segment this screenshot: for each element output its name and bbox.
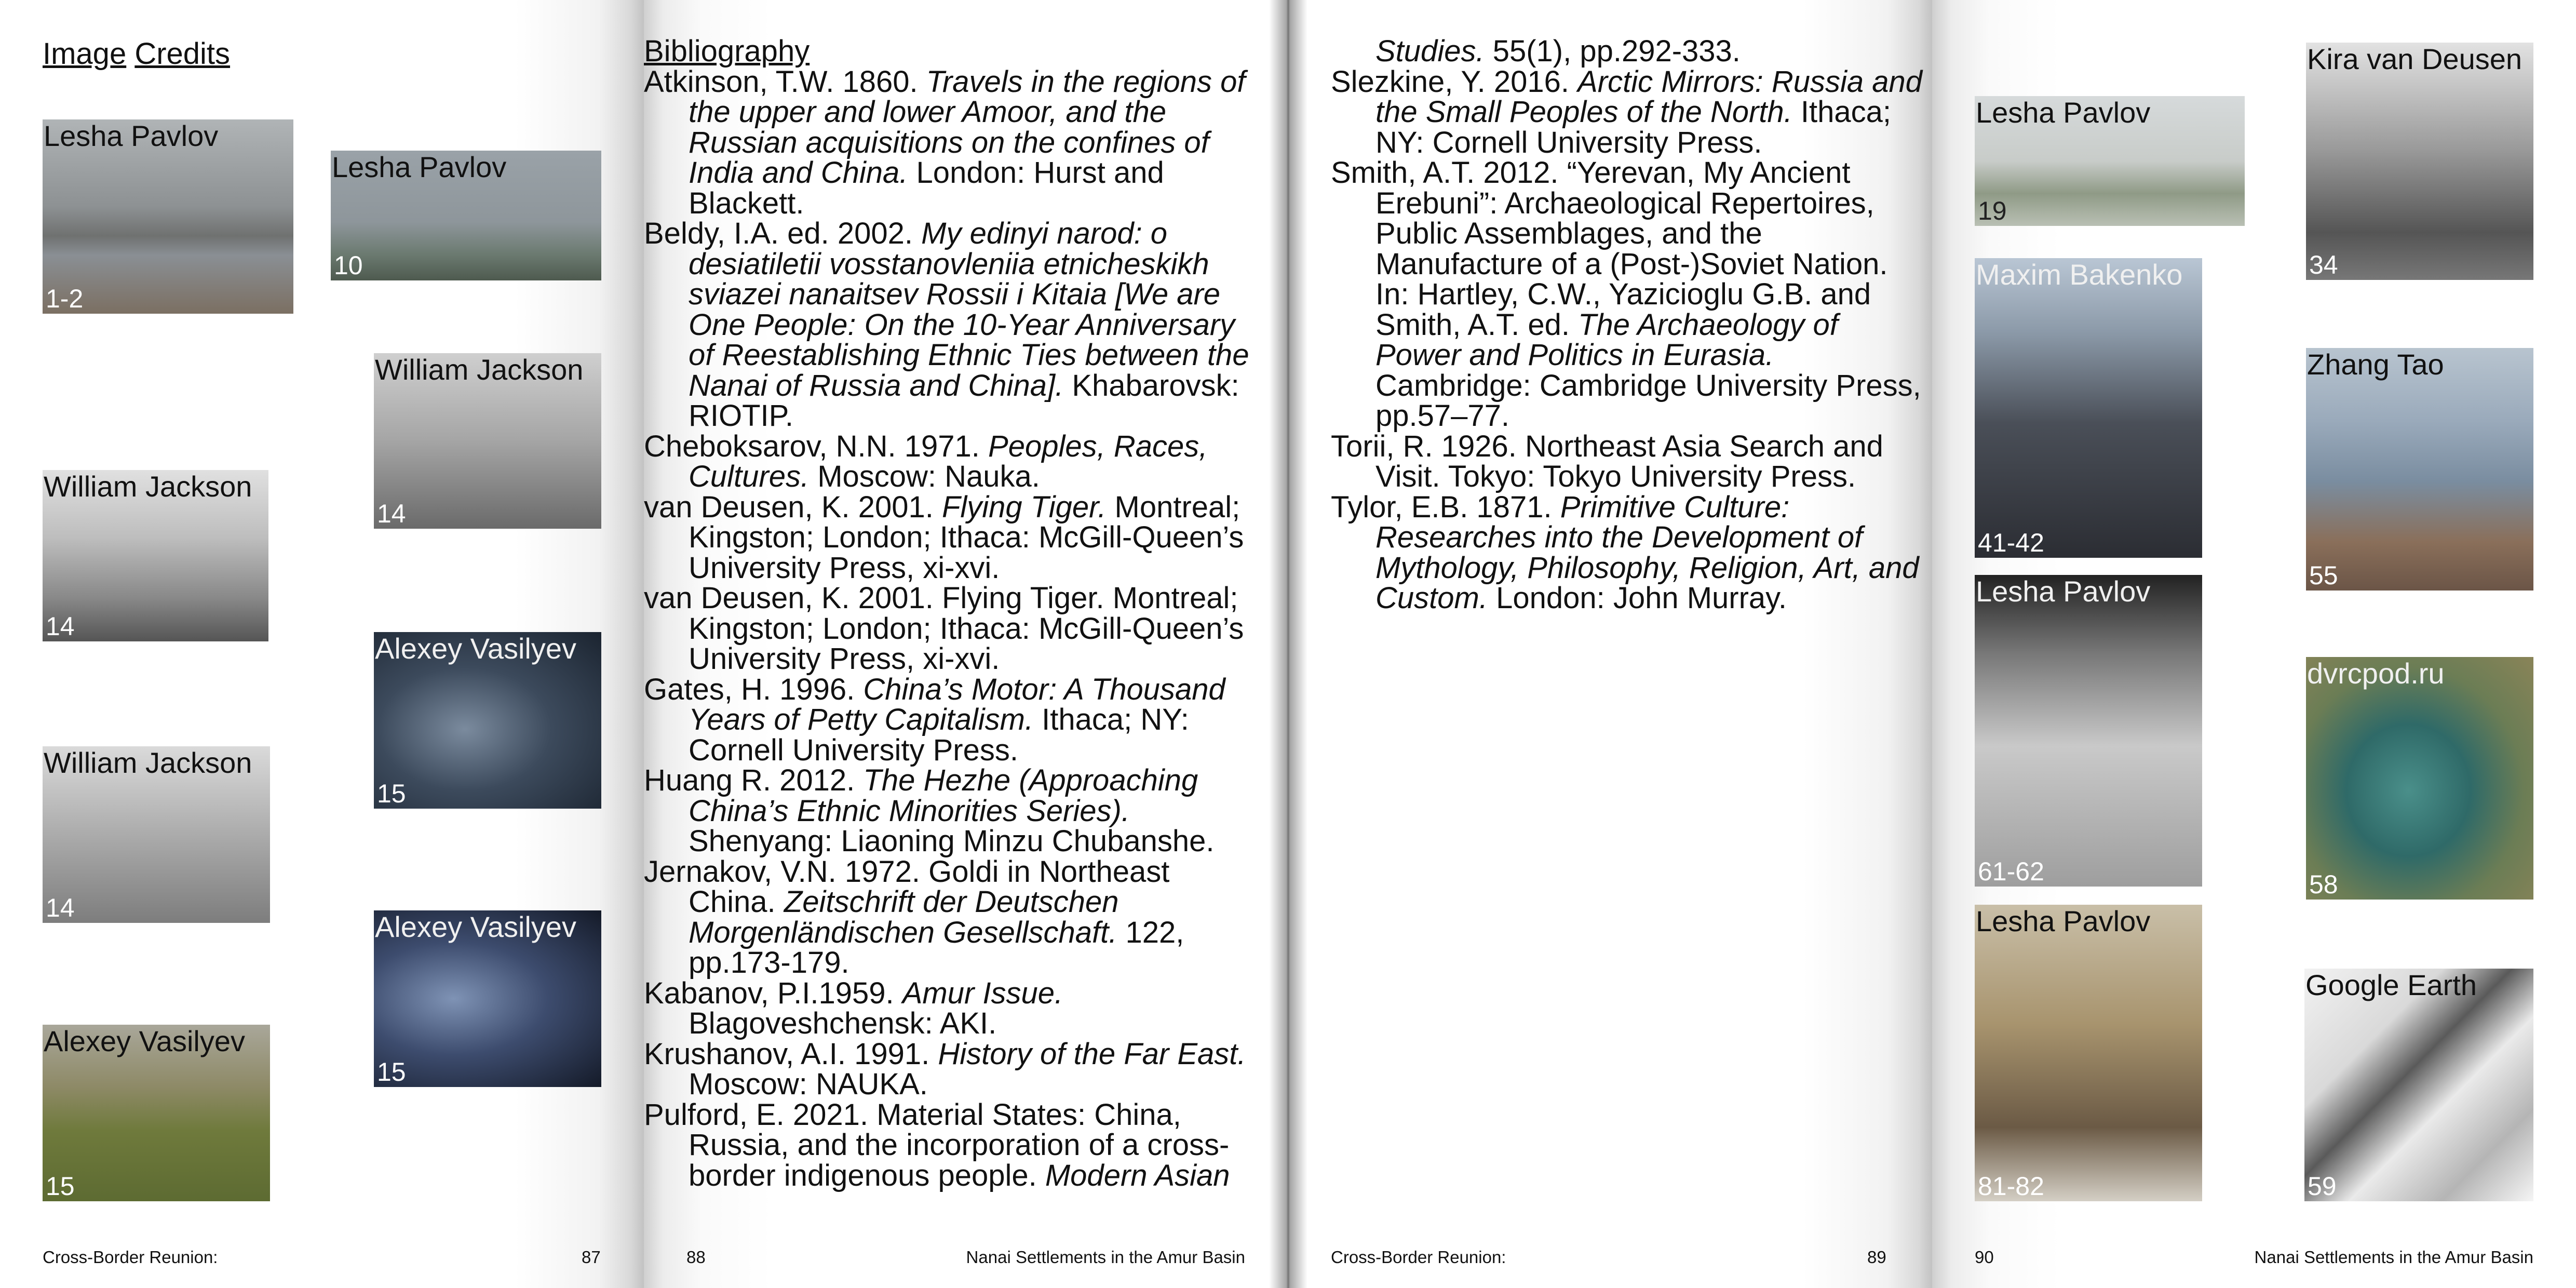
- spine-shadow: [1269, 0, 1307, 1288]
- photo-credit: Lesha Pavlov: [1976, 575, 2151, 608]
- bibliography-entry: [644, 1039, 1251, 1100]
- credit-photo: [43, 746, 270, 923]
- bib-text: Kabanov, P.I.1959.: [644, 976, 902, 1010]
- photo-credit: Google Earth: [2305, 969, 2477, 1001]
- photo-credit: William Jackson: [44, 746, 252, 779]
- bibliography-entry: [644, 64, 1251, 220]
- right-spread: [1288, 0, 2576, 1288]
- bib-text: Beldy, I.A. ed. 2002.: [644, 217, 922, 250]
- bib-italic: Modern Asian: [1045, 1158, 1230, 1192]
- bibliography-column-2: [1331, 36, 1928, 614]
- bib-text: Ithaca; NY: Cornell University Press.: [689, 703, 1189, 767]
- bib-text: van Deusen, K. 2001.: [644, 490, 942, 524]
- photo-page-number: 55: [2309, 561, 2338, 590]
- page-number: 87: [582, 1247, 601, 1267]
- credit-photo: [1975, 96, 2245, 226]
- bib-text: 122, pp.173-179.: [689, 915, 1184, 980]
- photo-credit: William Jackson: [44, 470, 252, 503]
- bib-text: London: John Murray.: [1487, 581, 1787, 615]
- credit-photo: [43, 470, 268, 641]
- photo-page-number: 14: [377, 499, 406, 528]
- page-number: 89: [1867, 1247, 1886, 1267]
- bibliography-column-1: [644, 36, 1251, 1191]
- photo-page-number: 10: [334, 251, 363, 280]
- bib-text: Cheboksarov, N.N. 1971.: [644, 429, 989, 463]
- footer-title: Nanai Settlements in the Amur Basin: [966, 1247, 1245, 1267]
- bib-text: Ithaca; NY: Cornell University Press.: [1375, 95, 1892, 159]
- page-number: 88: [686, 1247, 706, 1267]
- bib-text: Khabarovsk: RIOTIP.: [689, 368, 1239, 433]
- bib-text: Jernakov, V.N. 1972. Goldi in Northeast China.: [644, 854, 1170, 919]
- heading-word-image: Image: [43, 37, 127, 71]
- photo-page-number: 14: [46, 893, 75, 922]
- bibliography-title: Bibliography: [644, 34, 810, 68]
- bibliography-continuation: [1331, 36, 1928, 67]
- photo-page-number: 14: [46, 612, 75, 641]
- photo-credit: Zhang Tao: [2307, 348, 2444, 381]
- bib-text: Smith, A.T. 2012. “Yerevan, My Ancient Erebuni”: Archaeological Repertoires, Public Assemblages, and the Manufacture of a (Post-)Soviet Nation. In: Hartley, C.W., Yazicioglu G.B. and Smith, A.T. ed.: [1331, 156, 1888, 342]
- credit-photo: [1975, 905, 2202, 1201]
- credit-photo: [2306, 657, 2533, 900]
- photo-page-number: 34: [2309, 250, 2338, 279]
- photo-credit: Lesha Pavlov: [44, 119, 219, 152]
- credit-photo: [1975, 258, 2202, 558]
- photo-credit: dvrcpod.ru: [2307, 657, 2445, 690]
- footer-title: Nanai Settlements in the Amur Basin: [2254, 1247, 2533, 1267]
- bib-text: 55(1), pp.292-333.: [1484, 34, 1741, 68]
- bib-text: Montreal; Kingston; London; Ithaca: McGill-Queen’s University Press, xi-xvi.: [689, 490, 1244, 585]
- bib-italic: Primitive Culture: Researches into the Development of Mythology, Philosophy, Religion, Art, and Custom.: [1375, 490, 1919, 615]
- photo-page-number: 61-62: [1978, 857, 2044, 886]
- photo-page-number: 15: [46, 1172, 75, 1201]
- credit-photo: [43, 119, 293, 314]
- bib-text: Pulford, E. 2021. Material States: China, Russia, and the incorporation of a cross-border indigenous people.: [644, 1097, 1230, 1192]
- bib-italic: Amur Issue.: [902, 976, 1063, 1010]
- heading-word-credits: Credits: [134, 37, 231, 71]
- bibliography-entry: [1331, 492, 1928, 614]
- bib-text: Tylor, E.B. 1871.: [1331, 490, 1560, 524]
- credit-photo: [2306, 348, 2533, 591]
- credit-photo: [1975, 575, 2202, 887]
- photo-page-number: 59: [2308, 1172, 2337, 1201]
- photo-credit: Alexey Vasilyev: [375, 632, 577, 665]
- bibliography-entry: [1331, 158, 1928, 432]
- bib-text: Torii, R. 1926. Northeast Asia Search and Visit. Tokyo: Tokyo University Press.: [1331, 429, 1883, 493]
- bib-text: Gates, H. 1996.: [644, 672, 864, 706]
- photo-credit: Lesha Pavlov: [1976, 96, 2151, 129]
- bib-italic: Zeitschrift der Deutschen Morgenländischen Gesellschaft.: [689, 885, 1119, 949]
- bib-text: Huang R. 2012.: [644, 763, 864, 797]
- photo-credit: Lesha Pavlov: [332, 151, 507, 183]
- bibliography-entry: [644, 978, 1251, 1039]
- bib-text: Cambridge: Cambridge University Press, pp.57–77.: [1375, 368, 1921, 433]
- bibliography-entry: [1331, 64, 1928, 159]
- credit-photo: [331, 151, 601, 280]
- photo-credit: Maxim Bakenko: [1976, 258, 2183, 291]
- bib-italic: Travels in the regions of the upper and lower Amoor, and the Russian acquisitions on the confines of India and China.: [689, 64, 1246, 190]
- bibliography-entry: [644, 672, 1251, 767]
- bib-italic: Studies.: [1375, 34, 1485, 68]
- photo-credit: Alexey Vasilyev: [375, 910, 577, 943]
- bibliography-entry: [644, 492, 1251, 584]
- photo-page-number: 15: [377, 779, 406, 808]
- bib-italic: Flying Tiger.: [941, 490, 1107, 524]
- bib-italic: China’s Motor: A Thousand Years of Petty Capitalism.: [689, 672, 1225, 736]
- photo-page-number: 1-2: [46, 284, 84, 313]
- image-credits-heading: [43, 36, 230, 71]
- bib-text: Atkinson, T.W. 1860.: [644, 64, 926, 99]
- bibliography-entry: [1331, 429, 1928, 493]
- bib-italic: History of the Far East.: [938, 1037, 1246, 1071]
- bibliography-entry: [644, 219, 1251, 432]
- credit-photo: [374, 910, 601, 1087]
- photo-credit: William Jackson: [375, 353, 584, 386]
- bib-text: London: Hurst and Blackett.: [689, 156, 1164, 220]
- credit-photo: [43, 1025, 270, 1201]
- photo-credit: Alexey Vasilyev: [44, 1025, 246, 1057]
- photo-page-number: 19: [1978, 196, 2007, 225]
- photo-credit: Lesha Pavlov: [1976, 905, 2151, 937]
- bib-text: Blagoveshchensk: AKI.: [689, 1007, 997, 1040]
- photo-page-number: 41-42: [1978, 528, 2044, 557]
- credit-photo: [374, 632, 601, 809]
- photo-page-number: 15: [377, 1057, 406, 1086]
- bib-italic: The Hezhe (Approaching China’s Ethnic Minorities Series).: [689, 763, 1198, 828]
- bibliography-entry: [644, 583, 1251, 675]
- bibliography-entry: [644, 1097, 1251, 1192]
- bib-italic: Arctic Mirrors: Russia and the Small Peoples of the North.: [1375, 64, 1923, 129]
- photo-page-number: 81-82: [1978, 1172, 2044, 1201]
- credit-photo: [2304, 969, 2533, 1201]
- bib-text: Moscow: NAUKA.: [689, 1067, 928, 1101]
- bib-text: Moscow: Nauka.: [809, 460, 1040, 493]
- credit-photo: [374, 353, 601, 529]
- bib-text: Krushanov, A.I. 1991.: [644, 1037, 938, 1071]
- photo-credit: Kira van Deusen: [2307, 43, 2523, 75]
- bibliography-entry: [644, 854, 1251, 980]
- bib-italic: My edinyi narod: o desiatiletii vosstanovleniia etnicheskikh sviazei nanaitsev Rossii i Kitaia [We are One People: On the 10-Year Anniversary of Reestablishing Ethnic Ties between the Nanai of Russia and China].: [689, 217, 1249, 403]
- bib-italic: The Archaeology of Power and Politics in Eurasia.: [1375, 307, 1838, 372]
- footer-title: Cross-Border Reunion:: [1331, 1247, 1506, 1267]
- footer-title: Cross-Border Reunion:: [43, 1247, 218, 1267]
- credit-photo: [2306, 43, 2533, 280]
- bib-text: Shenyang: Liaoning Minzu Chubanshe.: [689, 824, 1215, 858]
- page-number: 90: [1975, 1247, 1994, 1267]
- photo-page-number: 58: [2309, 870, 2338, 899]
- bib-italic: Peoples, Races, Cultures.: [689, 429, 1208, 493]
- bib-text: van Deusen, K. 2001. Flying Tiger. Montreal; Kingston; London; Ithaca: McGill-Queen’s University Press, xi-xvi.: [644, 581, 1244, 676]
- bibliography-entry: [644, 429, 1251, 493]
- bibliography-entry: [644, 763, 1251, 858]
- bib-text: Slezkine, Y. 2016.: [1331, 64, 1578, 99]
